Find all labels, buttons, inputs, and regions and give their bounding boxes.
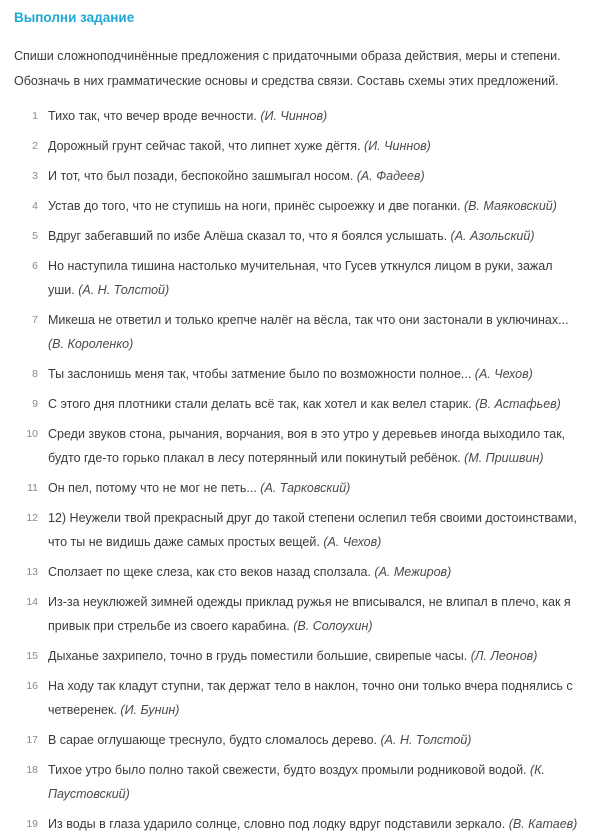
sentence-author: (И. Чиннов): [364, 139, 431, 153]
sentence-text: [48, 812, 601, 836]
sentence-number: 17: [26, 734, 38, 746]
sentence-author: (И. Чиннов): [260, 109, 328, 123]
sentence-item: [14, 644, 601, 668]
sentence-author: (А. Н. Толстой): [78, 283, 170, 297]
sentence-item: [14, 506, 601, 554]
sentence-item: [14, 194, 601, 218]
sentence-text: [48, 194, 601, 218]
sentence-text: [48, 362, 601, 386]
sentence-item: [14, 164, 601, 188]
sentence-item: [14, 560, 601, 584]
sentence-text: [48, 758, 601, 806]
sentence-number: 18: [26, 764, 38, 776]
sentence-item: [14, 362, 601, 386]
sentence-text: [48, 476, 601, 500]
sentence-text: [48, 392, 601, 416]
sentence-number: 11: [27, 482, 38, 494]
sentence-item: [14, 812, 601, 836]
sentence-body: Вдруг забегавший по избе Алёша сказал то, что я боялся услышать.: [48, 229, 451, 243]
sentence-text: [48, 164, 601, 188]
sentence-number: 14: [26, 596, 38, 608]
sentence-author: (В. Астафьев): [475, 397, 561, 411]
sentence-body: Из воды в глаза ударило солнце, словно под лодку вдруг подставили зеркало.: [48, 817, 509, 831]
sentence-item: [14, 758, 601, 806]
sentence-number: 3: [32, 170, 38, 182]
sentence-author: (А. Межиров): [374, 565, 452, 579]
sentence-body: Микеша не ответил и только крепче налёг на вёсла, так что они застонали в уключинах...: [48, 313, 569, 327]
sentence-number: 1: [32, 110, 38, 122]
sentence-body: Он пел, потому что не мог не петь...: [48, 481, 261, 495]
sentence-item: [14, 254, 601, 302]
sentence-item: [14, 224, 601, 248]
sentence-text: [48, 308, 601, 356]
sentence-item: [14, 104, 601, 128]
sentence-list: [14, 104, 601, 836]
sentence-item: [14, 728, 601, 752]
sentence-author: (К. Паустовский): [48, 763, 546, 801]
sentence-text: [48, 590, 601, 638]
sentence-author: (В. Солоухин): [293, 619, 373, 633]
sentence-number: 10: [26, 428, 38, 440]
sentence-text: [48, 674, 601, 722]
sentence-author: (А. Чехов): [474, 367, 533, 381]
sentence-text: [48, 104, 601, 128]
sentence-number: 15: [26, 650, 38, 662]
sentence-body: Тихое утро было полно такой свежести, будто воздух промыли родниковой водой.: [48, 763, 530, 777]
sentence-body: Но наступила тишина настолько мучительная, что Гусев уткнулся лицом в руки, зажал уши.: [48, 259, 553, 297]
sentence-text: [48, 254, 601, 302]
sentence-body: Дорожный грунт сейчас такой, что липнет хуже дёгтя.: [48, 139, 365, 153]
sentence-number: 19: [26, 818, 38, 830]
sentence-body: Устав до того, что не ступишь на ноги, принёс сыроежку и две поганки.: [48, 199, 464, 213]
sentence-text: [48, 560, 601, 584]
sentence-number: 12: [26, 512, 38, 524]
task-instructions: [14, 44, 601, 94]
sentence-number: 9: [32, 398, 38, 410]
sentence-author: (А. Фадеев): [356, 169, 425, 183]
sentence-body: В сарае оглушающе треснуло, будто сломалось дерево.: [48, 733, 381, 747]
sentence-text: [48, 134, 601, 158]
sentence-text: [48, 224, 601, 248]
sentence-body: На ходу так кладут ступни, так держат тело в наклон, точно они только вчера поднялись с четверенек.: [48, 679, 573, 717]
sentence-author: (А. Чехов): [323, 535, 382, 549]
instruction-line: Обозначь в них грамматические основы и средства связи. Составь схемы этих предложений.: [14, 74, 559, 88]
sentence-number: 13: [26, 566, 38, 578]
sentence-author: (Л. Леонов): [470, 649, 538, 663]
sentence-author: (А. Тарковский): [260, 481, 351, 495]
sentence-text: [48, 728, 601, 752]
sentence-body: Тихо так, что вечер вроде вечности.: [48, 109, 261, 123]
sentence-author: (А. Азольский): [450, 229, 535, 243]
sentence-item: [14, 476, 601, 500]
sentence-item: [14, 392, 601, 416]
sentence-body: Из-за неуклюжей зимней одежды приклад ружья не вписывался, не влипал в плечо, как я привык при стрельбе из своего карабина.: [48, 595, 571, 633]
sentence-number: 6: [32, 260, 38, 272]
sentence-body: Дыханье захрипело, точно в грудь поместили большие, свирепые часы.: [48, 649, 471, 663]
sentence-author: (И. Бунин): [120, 703, 180, 717]
sentence-item: [14, 308, 601, 356]
sentence-author: (В. Катаев): [508, 817, 578, 831]
sentence-item: [14, 674, 601, 722]
sentence-text: [48, 506, 601, 554]
sentence-number: 8: [32, 368, 38, 380]
sentence-number: 5: [32, 230, 38, 242]
sentence-body: С этого дня плотники стали делать всё так, как хотел и как велел старик.: [48, 397, 476, 411]
task-title: Выполни задание: [14, 10, 135, 25]
instruction-line: Спиши сложноподчинённые предложения с придаточными образа действия, меры и степени.: [14, 49, 561, 63]
sentence-number: 2: [32, 140, 38, 152]
sentence-author: (А. Н. Толстой): [380, 733, 472, 747]
sentence-number: 4: [32, 200, 38, 212]
sentence-item: [14, 590, 601, 638]
sentence-body: Сползает по щеке слеза, как сто веков назад сползала.: [48, 565, 375, 579]
sentence-item: [14, 422, 601, 470]
sentence-author: (М. Пришвин): [464, 451, 544, 465]
sentence-body: 12) Неужели твой прекрасный друг до такой степени ослепил тебя своими достоинствами, что ты не видишь даже самых простых вещей.: [48, 511, 577, 549]
sentence-body: И тот, что был позади, беспокойно зашмыгал носом.: [48, 169, 357, 183]
sentence-body: Среди звуков стона, рычания, ворчания, воя в это утро у деревьев иногда выходило так, будто где-то горько плакал в лесу потерянный или покинутый ребёнок.: [48, 427, 566, 465]
sentence-author: (В. Короленко): [48, 337, 134, 351]
sentence-text: [48, 644, 601, 668]
sentence-text: [48, 422, 601, 470]
sentence-item: [14, 134, 601, 158]
sentence-author: (В. Маяковский): [463, 199, 557, 213]
sentence-number: 16: [26, 680, 38, 692]
sentence-number: 7: [32, 314, 38, 326]
sentence-body: Ты заслонишь меня так, чтобы затмение было по возможности полное...: [48, 367, 475, 381]
